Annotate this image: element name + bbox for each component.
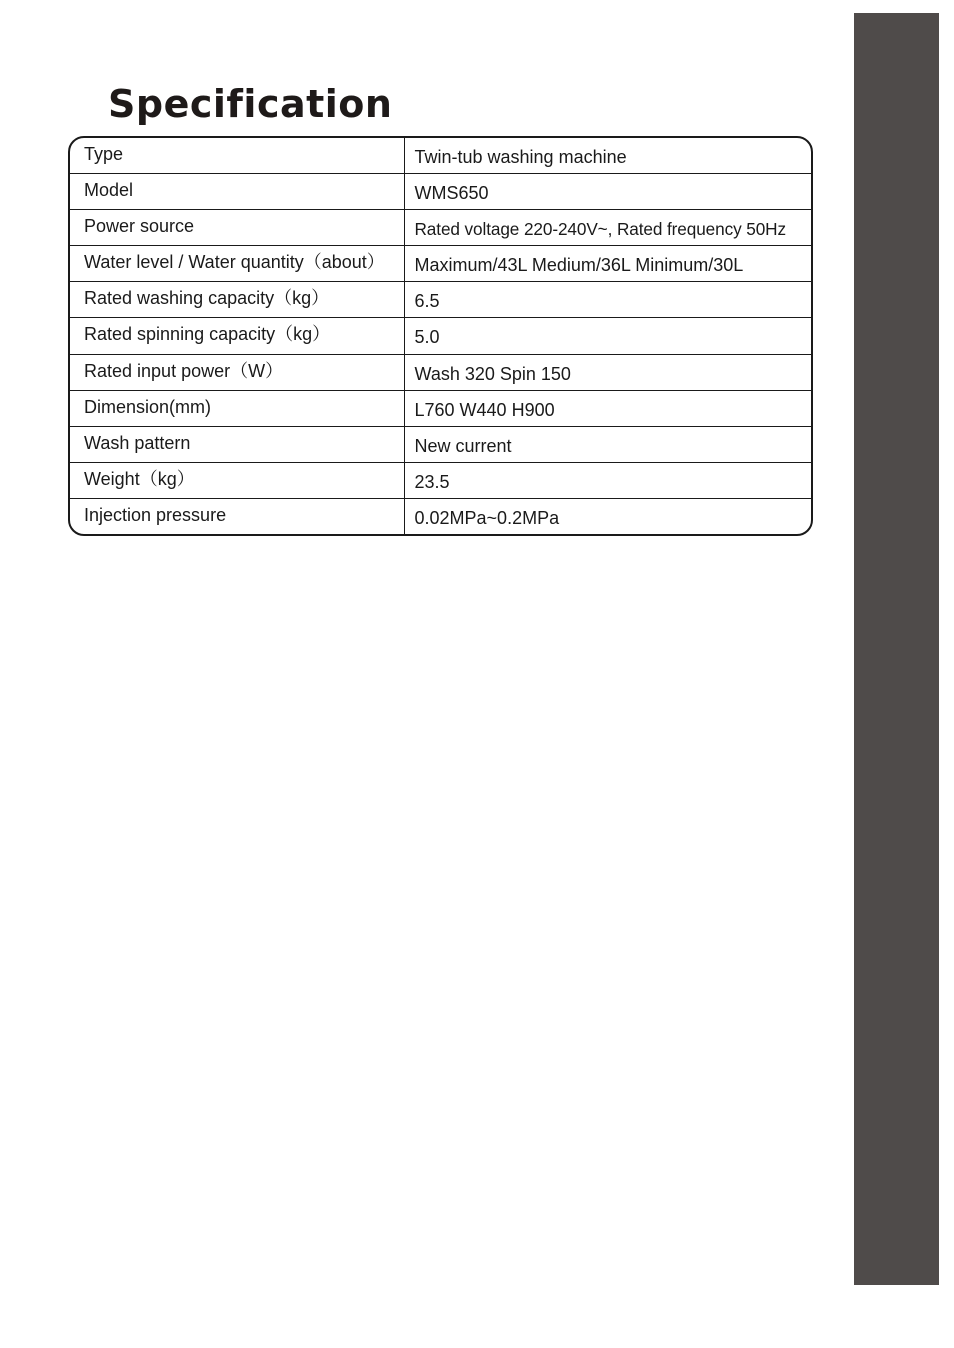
spec-row-input-power [70, 354, 811, 390]
spec-value: 23.5 [404, 462, 811, 498]
spec-label: Weight（kg） [70, 462, 404, 498]
spec-value: New current [404, 426, 811, 462]
spec-row-dimension [70, 390, 811, 426]
spec-label: Water level / Water quantity（about） [70, 246, 404, 282]
spec-row-weight [70, 462, 811, 498]
specification-table-frame [68, 136, 813, 536]
spec-row-type [70, 138, 811, 173]
spec-value: 6.5 [404, 282, 811, 318]
page-title: Specification [108, 82, 393, 126]
spec-value: Wash 320 Spin 150 [404, 354, 811, 390]
spec-label: Power source [70, 210, 404, 246]
spec-value: 0.02MPa~0.2MPa [414, 508, 560, 528]
side-bar [854, 13, 939, 1285]
spec-value: Twin-tub washing machine [404, 138, 811, 173]
spec-value: L760 W440 H900 [404, 390, 811, 426]
spec-label: Rated spinning capacity（kg） [70, 318, 404, 354]
spec-row-water-level [70, 246, 811, 282]
spec-row-injection-pressure [70, 499, 811, 535]
spec-label: Wash pattern [70, 426, 404, 462]
spec-row-washing-capacity [70, 282, 811, 318]
spec-row-spinning-capacity [70, 318, 811, 354]
spec-value: WMS650 [404, 173, 811, 209]
spec-value: Rated voltage 220-240V~, Rated frequency 50Hz [404, 210, 811, 246]
spec-label: Rated input power（W） [70, 354, 404, 390]
spec-label: Injection pressure [70, 499, 404, 535]
specification-table [70, 138, 811, 534]
spec-label: Model [70, 173, 404, 209]
spec-row-wash-pattern [70, 426, 811, 462]
spec-value: 5.0 [404, 318, 811, 354]
spec-label: Dimension(mm) [70, 390, 404, 426]
spec-row-power-source [70, 210, 811, 246]
spec-value: Maximum/43L Medium/36L Minimum/30L [404, 246, 811, 282]
spec-label: Type [70, 138, 404, 173]
spec-label: Rated washing capacity（kg） [70, 282, 404, 318]
spec-row-model [70, 173, 811, 209]
